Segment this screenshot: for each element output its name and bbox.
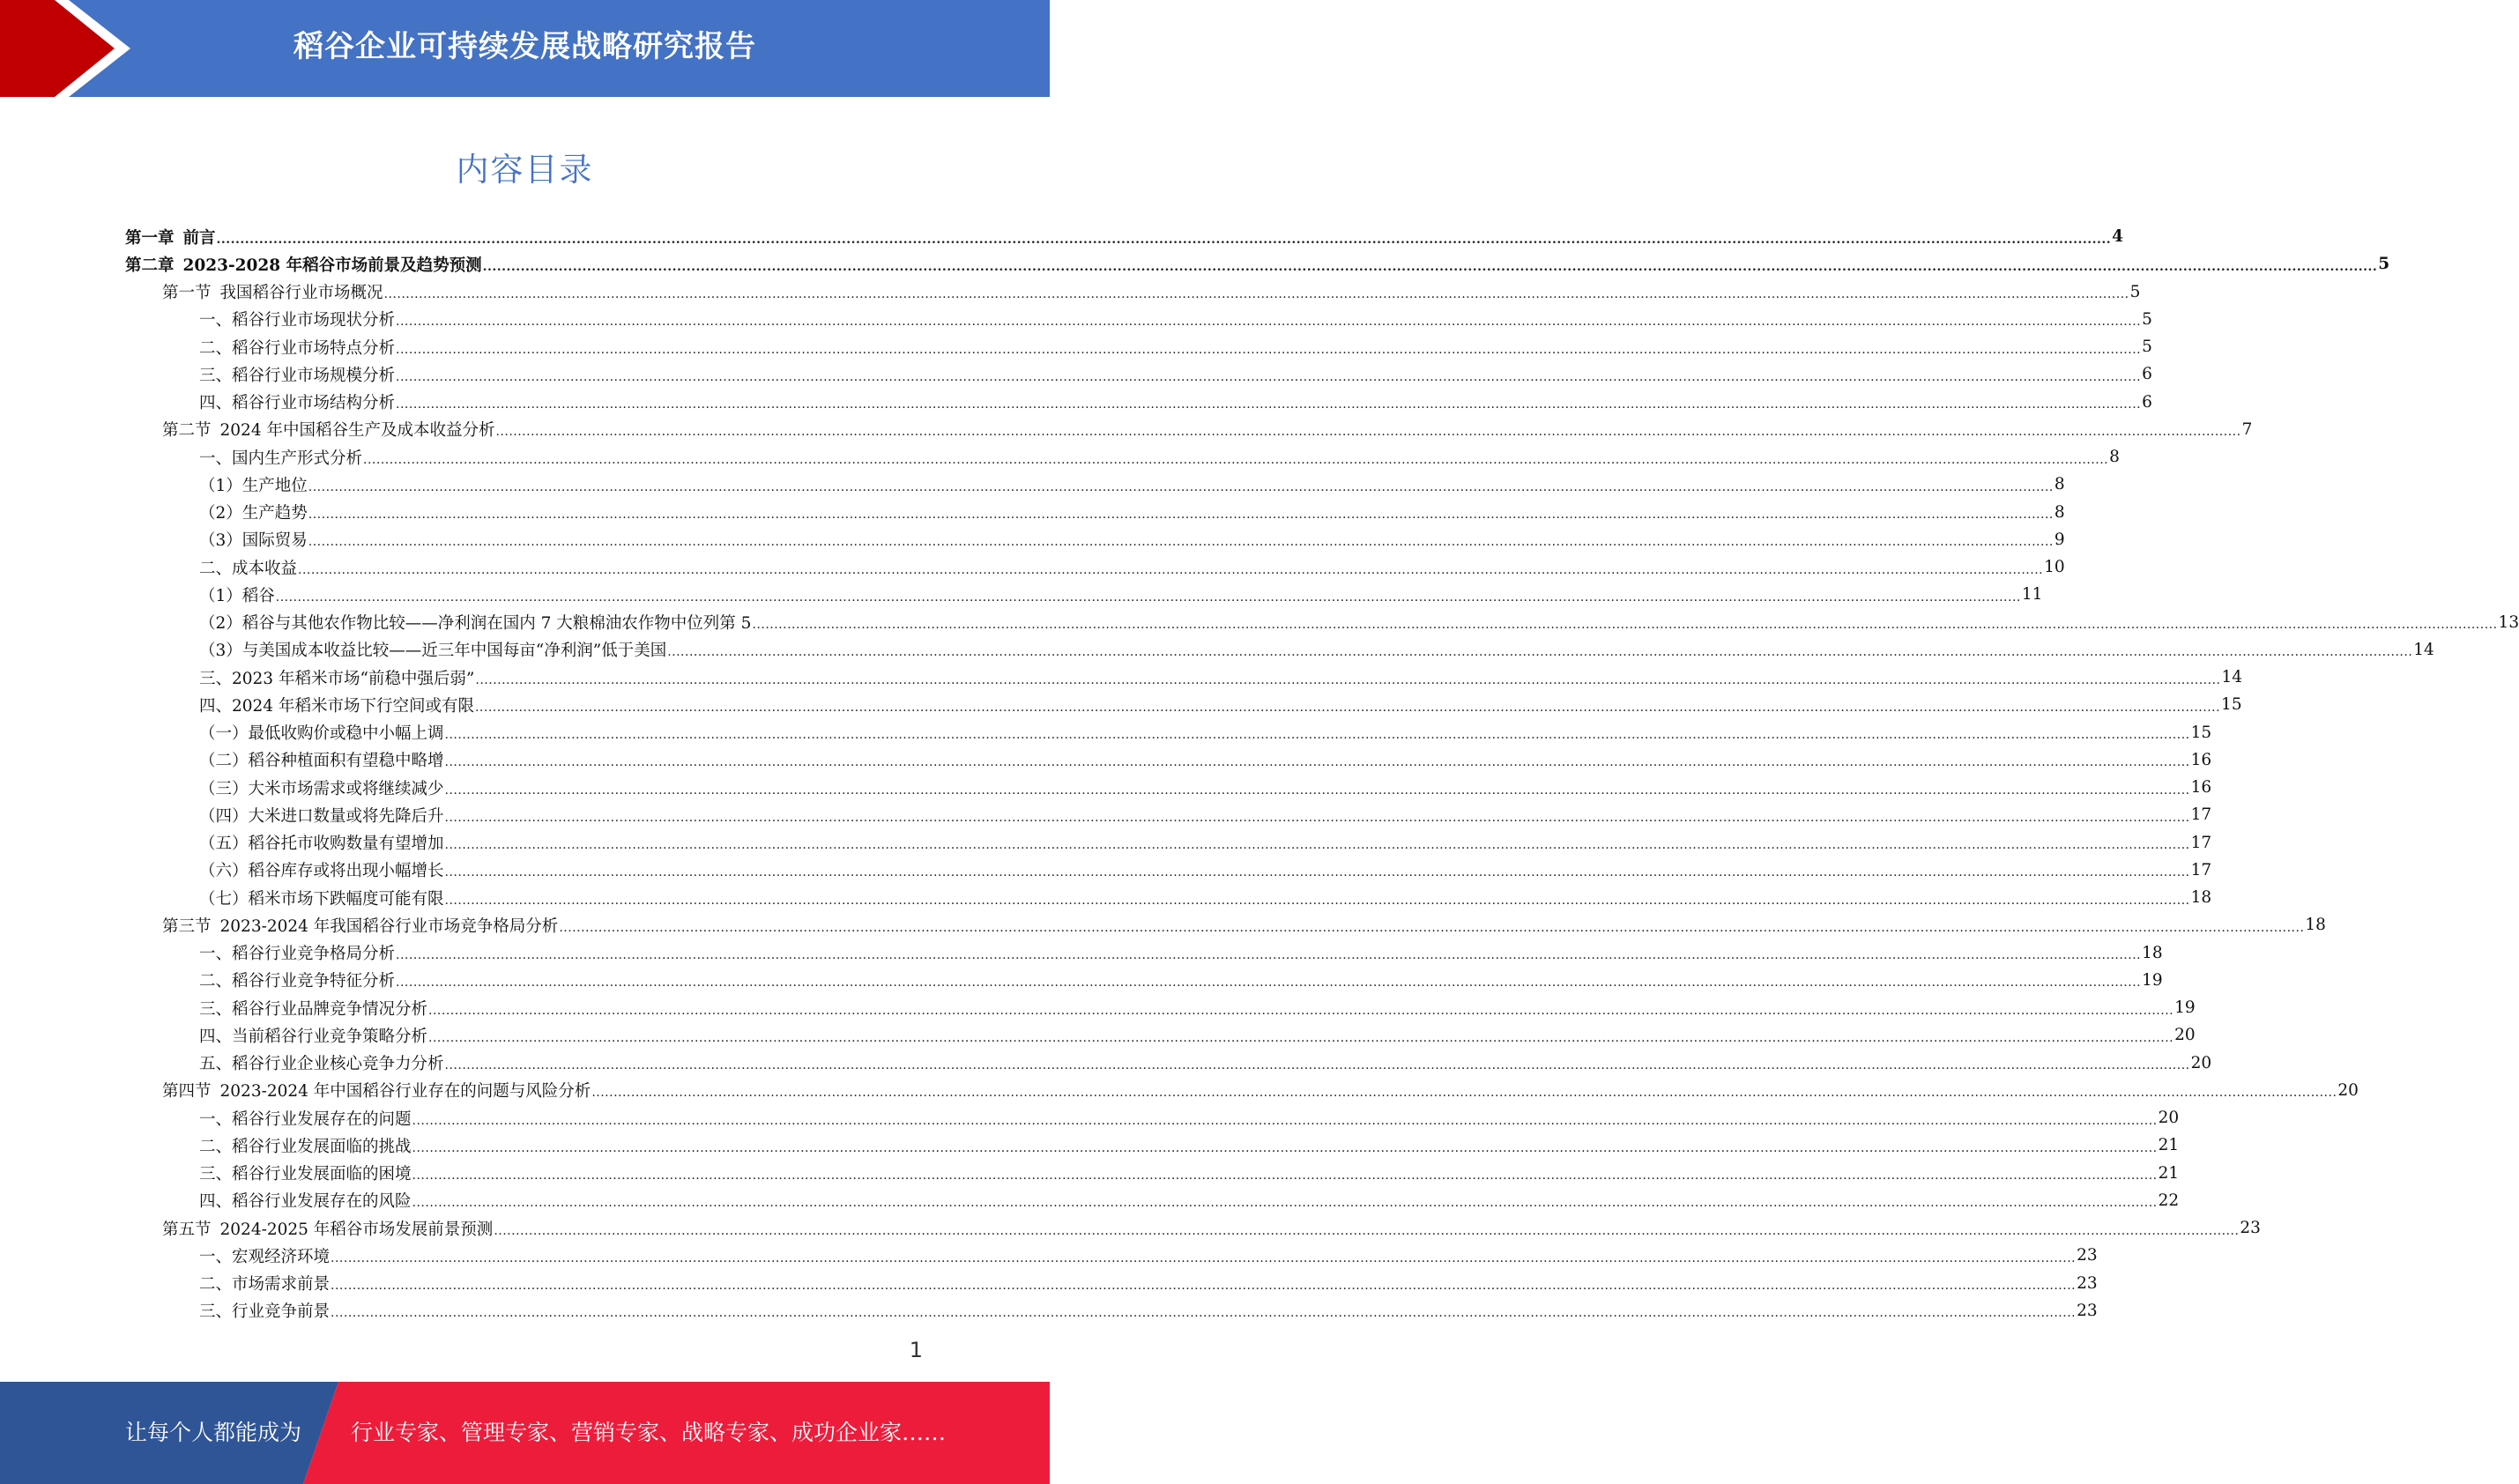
toc-entry-page: 16 xyxy=(2190,750,2212,769)
toc-entry-text: （3）国际贸易 xyxy=(199,531,308,551)
toc-dot-leader: ................................................................................................................................................................................................................................................................................................................................................................................................................ xyxy=(444,755,2190,770)
toc-entry[interactable] xyxy=(0,1050,2212,1077)
toc-entry-label xyxy=(199,1244,330,1267)
toc-dot-leader: ................................................................................................................................................................................................................................................................................................................................................................................................................ xyxy=(752,618,2498,633)
toc-entry[interactable] xyxy=(0,1077,2359,1104)
table-of-contents xyxy=(0,223,2519,1324)
toc-entry-number: 第一章 xyxy=(125,228,175,248)
toc-entry-label xyxy=(199,721,444,744)
toc-entry[interactable] xyxy=(0,223,2124,250)
toc-entry-text: 前言 xyxy=(182,228,216,248)
toc-entry-page: 14 xyxy=(2413,640,2434,659)
toc-entry-text: 一、稻谷行业发展存在的问题 xyxy=(199,1109,412,1129)
toc-dot-leader: ................................................................................................................................................................................................................................................................................................................................................................................................................ xyxy=(216,232,2112,247)
toc-entry-label xyxy=(125,253,482,276)
toc-entry-text: 四、稻谷行业市场结构分析 xyxy=(199,394,396,413)
toc-entry[interactable] xyxy=(0,719,2212,746)
toc-entry[interactable] xyxy=(0,774,2212,801)
toc-heading: 内容目录 xyxy=(456,151,594,189)
toc-entry-label xyxy=(199,336,395,359)
toc-entry-label xyxy=(162,1079,591,1102)
toc-entry-page: 23 xyxy=(2240,1219,2261,1238)
toc-dot-leader: ................................................................................................................................................................................................................................................................................................................................................................................................................ xyxy=(383,287,2129,302)
toc-entry-page: 23 xyxy=(2077,1273,2098,1293)
toc-entry[interactable] xyxy=(0,911,2326,939)
toc-entry-label xyxy=(199,1161,412,1184)
toc-entry[interactable] xyxy=(0,471,2065,498)
toc-entry[interactable] xyxy=(0,1214,2261,1242)
toc-entry-text: 三、稻谷行业品牌竞争情况分析 xyxy=(199,999,428,1019)
toc-entry-text: （六）稻谷库存或将出现小幅增长 xyxy=(199,862,444,881)
toc-entry-text: （2）生产趋势 xyxy=(199,504,308,523)
toc-entry-label xyxy=(199,666,474,689)
toc-entry[interactable] xyxy=(0,691,2242,718)
toc-entry-page: 4 xyxy=(2112,227,2124,247)
toc-entry-label xyxy=(199,363,395,386)
toc-entry-page: 21 xyxy=(2158,1136,2180,1155)
toc-entry-page: 18 xyxy=(2142,943,2163,962)
toc-entry[interactable] xyxy=(0,526,2065,553)
footer-banner xyxy=(0,1382,1050,1484)
toc-entry-text: 二、成本收益 xyxy=(199,559,298,578)
page-number: 1 xyxy=(909,1338,923,1362)
toc-entry-label xyxy=(199,776,444,799)
toc-entry-page: 5 xyxy=(2142,309,2152,329)
toc-entry[interactable] xyxy=(0,1242,2098,1269)
toc-entry-label xyxy=(125,226,216,249)
toc-entry-page: 17 xyxy=(2190,833,2212,852)
report-title: 稻谷企业可持续发展战略研究报告 xyxy=(294,29,756,64)
toc-entry-text: 一、宏观经济环境 xyxy=(199,1247,331,1266)
toc-dot-leader: ................................................................................................................................................................................................................................................................................................................................................................................................................ xyxy=(591,1086,2337,1101)
toc-entry-label xyxy=(162,914,558,937)
toc-entry-text: （1）生产地位 xyxy=(199,476,308,495)
toc-entry-label xyxy=(199,1272,330,1295)
toc-entry-page: 10 xyxy=(2044,558,2065,577)
toc-entry-text: 四、2024 年稻米市场下行空间或有限 xyxy=(199,696,474,716)
toc-entry[interactable] xyxy=(0,664,2243,691)
header-banner xyxy=(0,0,1050,97)
toc-entry-label xyxy=(162,1217,493,1240)
toc-entry-number: 第二章 xyxy=(125,256,175,275)
toc-entry-text: 2024-2025 年稻谷市场发展前景预测 xyxy=(219,1220,494,1239)
toc-entry[interactable] xyxy=(0,829,2212,857)
toc-entry-text: （五）稻谷托市收购数量有望增加 xyxy=(199,835,444,854)
toc-entry-number: 第一节 xyxy=(162,284,212,303)
toc-entry[interactable] xyxy=(0,360,2152,388)
toc-dot-leader: ................................................................................................................................................................................................................................................................................................................................................................................................................ xyxy=(444,783,2190,798)
toc-entry-text: 三、稻谷行业市场规模分析 xyxy=(199,366,396,385)
toc-entry-text: 二、稻谷行业发展面临的挑战 xyxy=(199,1137,412,1156)
toc-entry-page: 20 xyxy=(2337,1080,2359,1100)
toc-dot-leader: ................................................................................................................................................................................................................................................................................................................................................................................................................ xyxy=(412,1196,2158,1211)
toc-entry-page: 9 xyxy=(2054,530,2065,549)
toc-entry-page: 20 xyxy=(2158,1109,2180,1128)
toc-entry-text: 四、稻谷行业发展存在的风险 xyxy=(199,1192,412,1212)
toc-dot-leader: ................................................................................................................................................................................................................................................................................................................................................................................................................ xyxy=(444,893,2190,908)
toc-entry-text: （七）稻米市场下跌幅度可能有限 xyxy=(199,889,444,909)
footer-slogan-left: 让每个人都能成为 xyxy=(125,1420,302,1445)
toc-entry-page: 22 xyxy=(2158,1191,2180,1210)
toc-entry-page: 19 xyxy=(2174,998,2196,1018)
toc-dot-leader: ................................................................................................................................................................................................................................................................................................................................................................................................................ xyxy=(474,700,2221,715)
toc-dot-leader: ................................................................................................................................................................................................................................................................................................................................................................................................................ xyxy=(444,865,2190,880)
toc-entry-page: 5 xyxy=(2142,338,2152,357)
toc-entry-text: 二、市场需求前景 xyxy=(199,1275,331,1295)
toc-entry[interactable] xyxy=(0,1132,2180,1159)
toc-entry-label xyxy=(199,556,297,579)
toc-dot-leader: ................................................................................................................................................................................................................................................................................................................................................................................................................ xyxy=(396,342,2142,357)
toc-entry[interactable] xyxy=(0,884,2212,911)
toc-entry-page: 11 xyxy=(2021,585,2043,605)
toc-entry-page: 20 xyxy=(2190,1053,2212,1072)
footer-slogan-right: 行业专家、管理专家、营销专家、战略专家、成功企业家…… xyxy=(351,1420,947,1445)
toc-entry-text: （三）大米市场需求或将继续减少 xyxy=(199,779,444,798)
toc-dot-leader: ................................................................................................................................................................................................................................................................................................................................................................................................................ xyxy=(396,369,2142,384)
toc-entry-page: 5 xyxy=(2378,255,2390,274)
toc-entry-label xyxy=(199,638,666,661)
toc-entry-page: 6 xyxy=(2142,392,2152,412)
toc-entry-text: 我国稻谷行业市场概况 xyxy=(219,284,383,303)
toc-dot-leader: ................................................................................................................................................................................................................................................................................................................................................................................................................ xyxy=(444,810,2190,825)
toc-dot-leader: ................................................................................................................................................................................................................................................................................................................................................................................................................ xyxy=(331,1250,2077,1265)
toc-entry[interactable] xyxy=(0,857,2212,884)
toc-dot-leader: ................................................................................................................................................................................................................................................................................................................................................................................................................ xyxy=(308,479,2054,494)
toc-entry-label xyxy=(199,1134,412,1157)
toc-dot-leader: ................................................................................................................................................................................................................................................................................................................................................................................................................ xyxy=(412,1113,2158,1128)
toc-entry[interactable] xyxy=(0,333,2152,360)
toc-dot-leader: ................................................................................................................................................................................................................................................................................................................................................................................................................ xyxy=(428,1030,2174,1045)
toc-entry-text: （2）稻谷与其他农作物比较——净利润在国内 7 大粮棉油农作物中位列第 5 xyxy=(199,614,752,634)
toc-dot-leader: ................................................................................................................................................................................................................................................................................................................................................................................................................ xyxy=(363,452,2109,467)
toc-entry-label xyxy=(199,1107,412,1130)
toc-entry-label xyxy=(199,831,444,854)
toc-entry[interactable] xyxy=(0,581,2043,608)
toc-entry-number: 第二节 xyxy=(162,421,212,441)
toc-entry-text: （一）最低收购价或稳中小幅上调 xyxy=(199,724,444,744)
toc-entry[interactable] xyxy=(0,553,2065,581)
toc-entry-page: 14 xyxy=(2221,668,2243,687)
toc-entry[interactable] xyxy=(0,636,2434,664)
toc-dot-leader: ................................................................................................................................................................................................................................................................................................................................................................................................................ xyxy=(667,645,2413,660)
toc-entry-page: 13 xyxy=(2498,612,2519,632)
toc-entry[interactable] xyxy=(0,1297,2098,1324)
toc-entry-number: 第四节 xyxy=(162,1082,212,1102)
toc-entry[interactable] xyxy=(0,443,2120,471)
toc-entry-text: 三、稻谷行业发展面临的困境 xyxy=(199,1165,412,1184)
toc-entry[interactable] xyxy=(0,250,2390,278)
toc-entry-text: 五、稻谷行业企业核心竞争力分析 xyxy=(199,1055,444,1074)
toc-entry-page: 20 xyxy=(2174,1026,2196,1045)
toc-entry-label xyxy=(199,390,395,413)
toc-entry-label xyxy=(199,308,395,330)
toc-entry[interactable] xyxy=(0,746,2212,774)
toc-dot-leader: ................................................................................................................................................................................................................................................................................................................................................................................................................ xyxy=(298,562,2044,577)
toc-dot-leader: ................................................................................................................................................................................................................................................................................................................................................................................................................ xyxy=(331,1306,2077,1321)
toc-entry[interactable] xyxy=(0,499,2065,526)
toc-entry-label xyxy=(199,583,275,606)
toc-entry-page: 18 xyxy=(2305,916,2326,935)
toc-entry-label xyxy=(199,887,444,909)
toc-entry-label xyxy=(199,694,474,716)
toc-entry-label xyxy=(199,941,395,964)
toc-entry[interactable] xyxy=(0,278,2141,306)
toc-dot-leader: ................................................................................................................................................................................................................................................................................................................................................................................................................ xyxy=(308,508,2054,523)
toc-entry[interactable] xyxy=(0,1021,2196,1049)
toc-entry[interactable] xyxy=(0,416,2253,443)
toc-entry-label xyxy=(199,748,444,771)
toc-entry-page: 17 xyxy=(2190,805,2212,825)
toc-entry[interactable] xyxy=(0,1270,2098,1297)
toc-entry-label xyxy=(199,501,308,523)
toc-entry-page: 5 xyxy=(2129,282,2141,301)
toc-dot-leader: ................................................................................................................................................................................................................................................................................................................................................................................................................ xyxy=(396,397,2142,412)
toc-entry-page: 7 xyxy=(2241,419,2253,439)
toc-dot-leader: ................................................................................................................................................................................................................................................................................................................................................................................................................ xyxy=(428,1003,2174,1018)
toc-entry-label xyxy=(199,858,444,881)
toc-entry-text: 三、行业竞争前景 xyxy=(199,1302,331,1322)
toc-entry-text: 2023-2024 年我国稻谷行业市场竞争格局分析 xyxy=(219,916,559,936)
toc-entry-page: 15 xyxy=(2221,695,2242,715)
toc-entry-label xyxy=(162,418,494,441)
toc-entry-text: 2024 年中国稻谷生产及成本收益分析 xyxy=(219,421,495,441)
toc-entry-label xyxy=(199,473,308,496)
toc-entry-page: 6 xyxy=(2142,365,2152,384)
toc-entry-label xyxy=(199,1189,412,1212)
toc-entry-label xyxy=(199,1051,444,1074)
toc-entry-page: 8 xyxy=(2054,502,2065,522)
toc-entry[interactable] xyxy=(0,609,2519,636)
toc-entry[interactable] xyxy=(0,967,2163,994)
toc-entry-text: （二）稻谷种植面积有望稳中略增 xyxy=(199,752,444,771)
toc-entry[interactable] xyxy=(0,1160,2180,1187)
toc-entry-number: 第三节 xyxy=(162,916,212,936)
toc-dot-leader: ................................................................................................................................................................................................................................................................................................................................................................................................................ xyxy=(559,920,2305,935)
toc-dot-leader: ................................................................................................................................................................................................................................................................................................................................................................................................................ xyxy=(475,672,2221,687)
toc-dot-leader: ................................................................................................................................................................................................................................................................................................................................................................................................................ xyxy=(331,1279,2077,1294)
toc-entry-page: 23 xyxy=(2077,1246,2098,1265)
toc-entry[interactable] xyxy=(0,939,2163,967)
toc-entry-text: 二、稻谷行业竞争特征分析 xyxy=(199,972,396,991)
toc-entry-page: 16 xyxy=(2190,778,2212,798)
toc-entry-label xyxy=(199,611,751,634)
toc-entry-number: 第五节 xyxy=(162,1220,212,1239)
toc-entry-text: （3）与美国成本收益比较——近三年中国每亩“净利润”低于美国 xyxy=(199,642,667,661)
toc-entry-text: 二、稻谷行业市场特点分析 xyxy=(199,338,396,358)
toc-entry[interactable] xyxy=(0,801,2212,828)
toc-dot-leader: ................................................................................................................................................................................................................................................................................................................................................................................................................ xyxy=(308,535,2054,550)
toc-entry-text: （1）稻谷 xyxy=(199,586,275,605)
toc-entry-page: 8 xyxy=(2054,475,2065,494)
toc-dot-leader: ................................................................................................................................................................................................................................................................................................................................................................................................................ xyxy=(412,1169,2158,1183)
toc-entry-text: 一、国内生产形式分析 xyxy=(199,449,363,468)
toc-dot-leader: ................................................................................................................................................................................................................................................................................................................................................................................................................ xyxy=(412,1140,2158,1155)
toc-entry-page: 21 xyxy=(2158,1163,2180,1183)
toc-dot-leader: ................................................................................................................................................................................................................................................................................................................................................................................................................ xyxy=(494,1223,2240,1238)
toc-entry-page: 18 xyxy=(2190,888,2212,908)
toc-dot-leader: ................................................................................................................................................................................................................................................................................................................................................................................................................ xyxy=(444,838,2190,853)
toc-entry-label xyxy=(199,804,444,827)
toc-dot-leader: ................................................................................................................................................................................................................................................................................................................................................................................................................ xyxy=(396,315,2142,330)
toc-entry-text: 一、稻谷行业市场现状分析 xyxy=(199,311,396,330)
toc-entry-page: 17 xyxy=(2190,860,2212,879)
toc-entry[interactable] xyxy=(0,306,2152,333)
toc-dot-leader: ................................................................................................................................................................................................................................................................................................................................................................................................................ xyxy=(444,728,2190,743)
toc-entry-page: 23 xyxy=(2077,1301,2098,1320)
toc-entry-page: 19 xyxy=(2142,970,2163,990)
toc-dot-leader: ................................................................................................................................................................................................................................................................................................................................................................................................................ xyxy=(275,590,2021,605)
toc-dot-leader: ................................................................................................................................................................................................................................................................................................................................................................................................................ xyxy=(396,976,2142,991)
toc-entry-text: 2023-2024 年中国稻谷行业存在的问题与风险分析 xyxy=(219,1082,591,1102)
toc-entry-text: 四、当前稻谷行业竞争策略分析 xyxy=(199,1027,428,1046)
toc-entry-page: 15 xyxy=(2190,723,2212,742)
toc-dot-leader: ................................................................................................................................................................................................................................................................................................................................................................................................................ xyxy=(444,1058,2190,1073)
toc-dot-leader: ................................................................................................................................................................................................................................................................................................................................................................................................................ xyxy=(482,259,2378,274)
toc-dot-leader: ................................................................................................................................................................................................................................................................................................................................................................................................................ xyxy=(495,425,2241,440)
toc-entry-label xyxy=(199,997,427,1020)
toc-entry-label xyxy=(162,280,383,303)
toc-entry-text: 三、2023 年稻米市场“前稳中强后弱” xyxy=(199,669,475,688)
toc-entry-page: 8 xyxy=(2109,448,2120,467)
toc-entry-text: 一、稻谷行业竞争格局分析 xyxy=(199,945,396,964)
toc-entry-label xyxy=(199,968,395,991)
toc-entry-text: 2023-2028 年稻谷市场前景及趋势预测 xyxy=(182,256,482,275)
toc-entry-text: （四）大米进口数量或将先降后升 xyxy=(199,806,444,826)
toc-entry[interactable] xyxy=(0,389,2152,416)
toc-entry[interactable] xyxy=(0,1187,2180,1214)
toc-entry[interactable] xyxy=(0,994,2196,1021)
toc-entry-label xyxy=(199,1024,427,1047)
toc-entry-label xyxy=(199,446,362,469)
toc-dot-leader: ................................................................................................................................................................................................................................................................................................................................................................................................................ xyxy=(396,948,2142,963)
toc-entry-label xyxy=(199,1299,330,1322)
toc-entry-label xyxy=(199,528,308,551)
toc-entry[interactable] xyxy=(0,1104,2180,1132)
